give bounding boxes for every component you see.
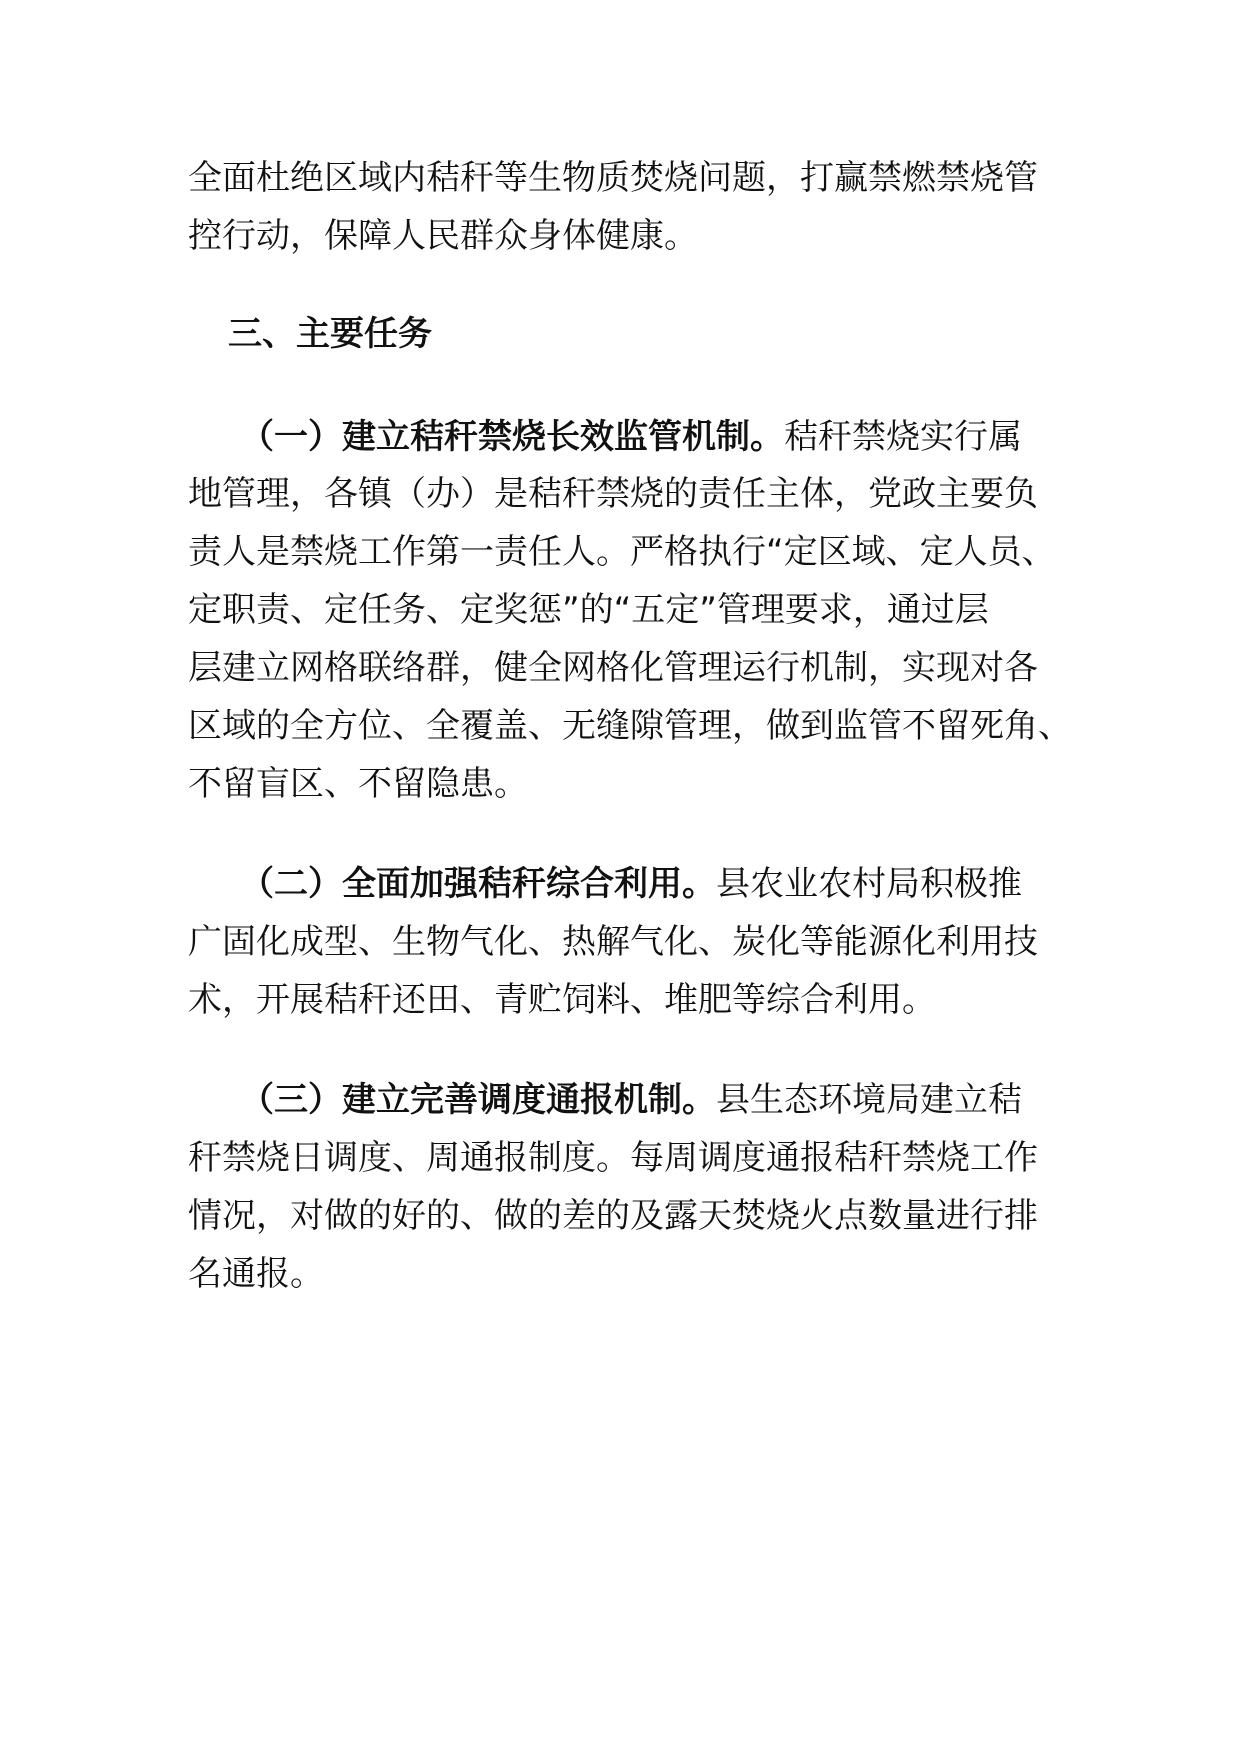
item-3-title: （三）建立完善调度通报机制。 (240, 1080, 716, 1120)
item-1-line-7: 不留盲区、不留隐患。 (188, 764, 528, 804)
section-heading: 三、主要任务 (228, 314, 432, 354)
item-3-first-line-rest: 县生态环境局建立秸 (716, 1080, 1022, 1120)
item-3-first-line (240, 1080, 1022, 1120)
item-1-first-line-rest: 秸秆禁烧实行属 (784, 417, 1022, 457)
item-2-line-3: 术，开展秸秆还田、青贮饲料、堆肥等综合利用。 (188, 980, 936, 1020)
item-3-line-4: 名通报。 (188, 1254, 324, 1294)
item-1-title: （一）建立秸秆禁烧长效监管机制。 (240, 417, 784, 457)
item-1-first-line (240, 417, 1022, 457)
item-2-first-line (240, 864, 1022, 904)
item-2-first-line-rest: 县农业农村局积极推 (716, 864, 1022, 904)
item-3-line-2: 秆禁烧日调度、周通报制度。每周调度通报秸秆禁烧工作 (188, 1138, 1038, 1178)
item-1-line-4: 定职责、定任务、定奖惩”的“五定”管理要求，通过层 (188, 590, 989, 630)
item-3-line-3: 情况，对做的好的、做的差的及露天焚烧火点数量进行排 (188, 1196, 1038, 1236)
item-1-line-6: 区域的全方位、全覆盖、无缝隙管理，做到监管不留死角、 (188, 706, 1072, 746)
item-1-line-2: 地管理，各镇（办）是秸秆禁烧的责任主体，党政主要负 (188, 474, 1038, 514)
intro-line-2: 控行动，保障人民群众身体健康。 (188, 216, 698, 256)
item-2-line-2: 广固化成型、生物气化、热解气化、炭化等能源化利用技 (188, 922, 1038, 962)
item-2-title: （二）全面加强秸秆综合利用。 (240, 864, 716, 904)
intro-line-1: 全面杜绝区域内秸秆等生物质焚烧问题，打赢禁燃禁烧管 (188, 158, 1038, 198)
item-1-line-3: 责人是禁烧工作第一责任人。严格执行“定区域、定人员、 (188, 532, 1056, 572)
item-1-line-5: 层建立网格联络群，健全网格化管理运行机制，实现对各 (188, 648, 1038, 688)
